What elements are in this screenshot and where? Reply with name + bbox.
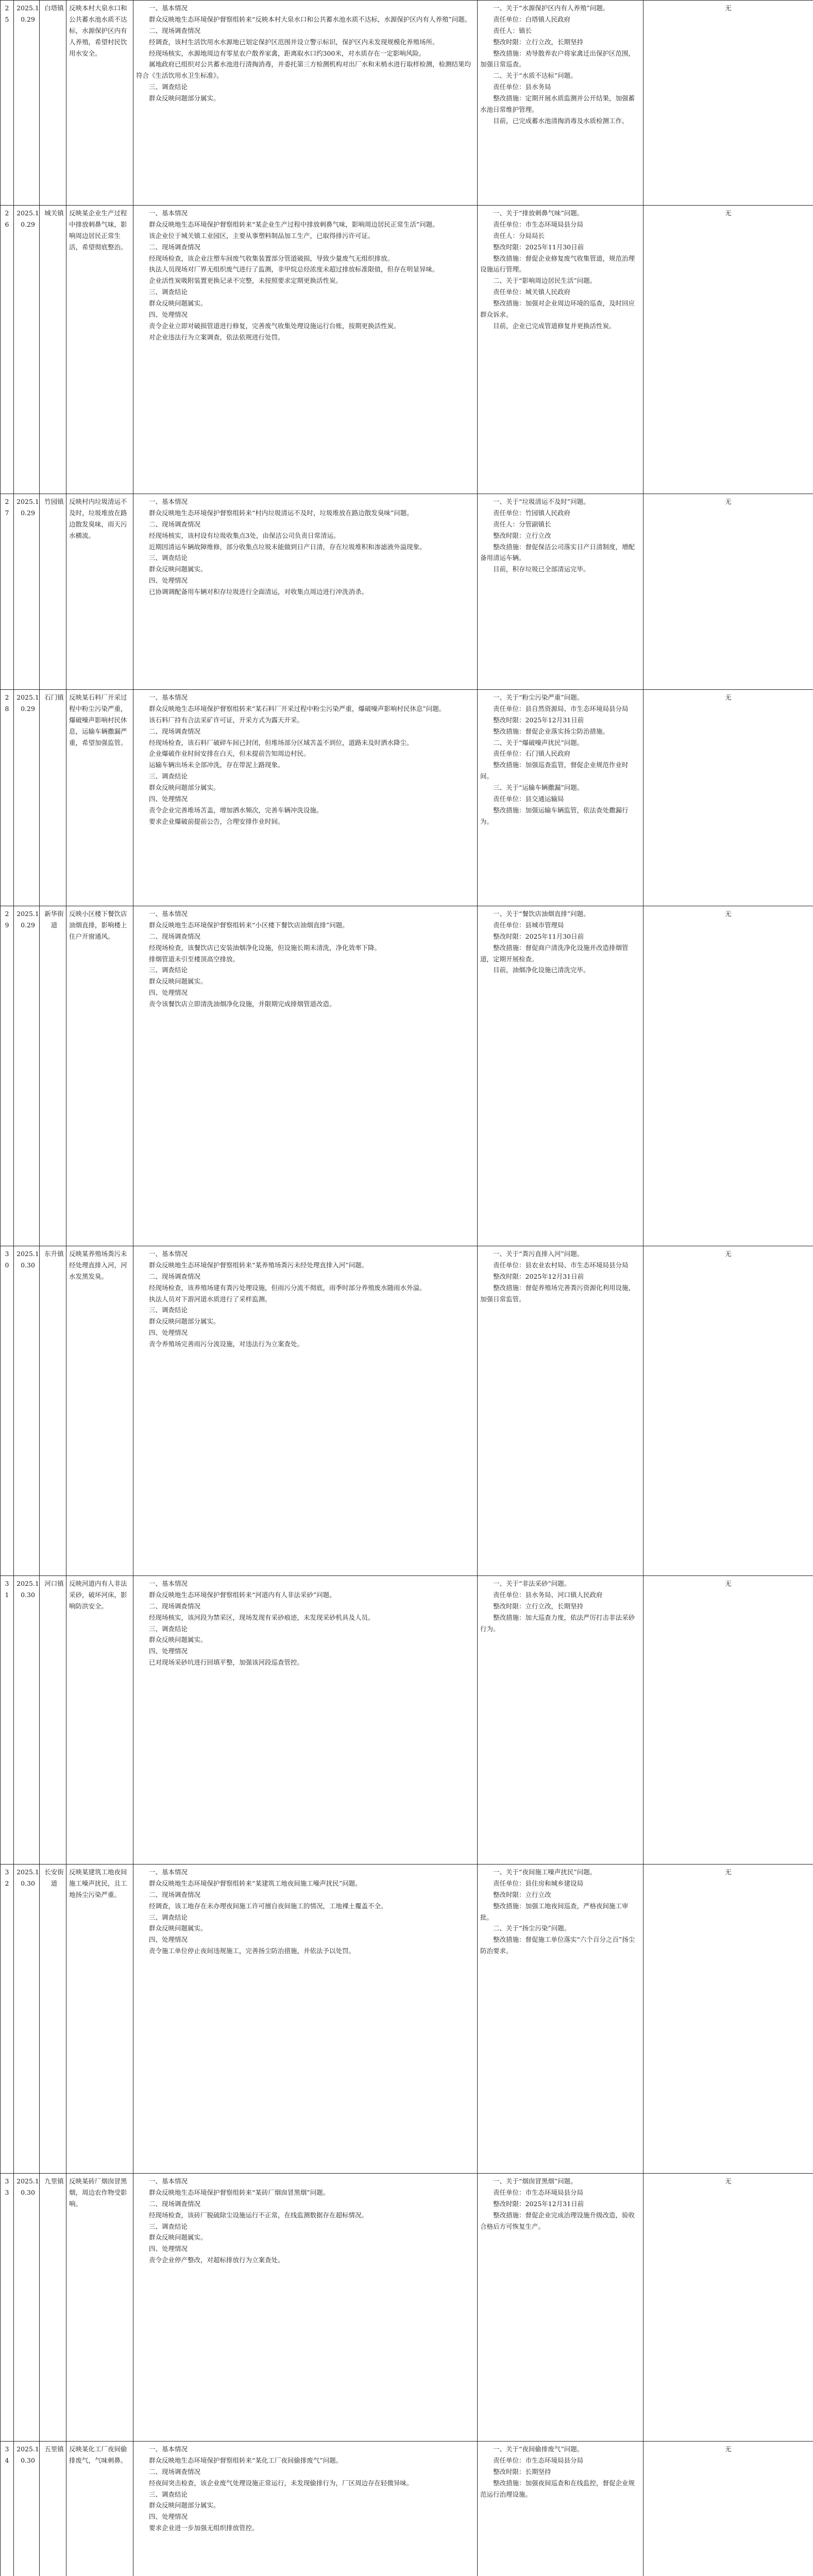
measures-line: 整改时限：立行立改，长期坚持 xyxy=(493,1602,584,1610)
row-issue xyxy=(66,2442,133,2576)
row-issue-text: 反映某石料厂开采过程中粉尘污染严重，爆破噪声影响村民休息，运输车辆撒漏严重，希望加强监管。 xyxy=(69,693,127,747)
measures-line: 整改时限：2025年12月31日前 xyxy=(493,716,584,724)
row-area-text: 东升镇 xyxy=(44,1250,64,1258)
findings-line: 群众反映地生态环境保护督察组转来“某企业生产过程中排放刺鼻气味，影响周边居民正常生活”问题。 xyxy=(149,220,439,228)
measures-line: 整改时限：2025年12月31日前 xyxy=(493,2199,584,2208)
ledger-body xyxy=(1,1,813,2576)
findings-line: 四、处理情况 xyxy=(149,794,188,803)
findings-line: 四、处理情况 xyxy=(149,989,188,997)
findings-list xyxy=(136,3,475,104)
row-issue xyxy=(66,1865,133,2174)
measures-list xyxy=(480,2444,640,2500)
findings-line: 三、调查结论 xyxy=(149,1624,188,1633)
findings-line: 三、调查结论 xyxy=(149,772,188,781)
findings-line: 一、基本情况 xyxy=(149,910,188,918)
measures-line: 一、关于“夜间施工噪声扰民”问题。 xyxy=(493,1868,597,1876)
ledger-row xyxy=(1,494,813,690)
findings-line: 群众反映地生态环境保护督察组转来“小区楼下餐饮店油烟直排”问题。 xyxy=(149,921,349,929)
row-status: 无 xyxy=(643,206,813,494)
ledger-row xyxy=(1,1576,813,1865)
row-issue xyxy=(66,494,133,690)
measures-line: 责任单位：石门镇人民政府 xyxy=(493,750,571,758)
findings-line: 三、调查结论 xyxy=(149,966,188,974)
measures-line: 整改措施：劝导散养农户将家禽迁出保护区范围，加强日常巡查。 xyxy=(480,49,635,69)
row-number: 28 xyxy=(1,690,14,906)
findings-line: 四、处理情况 xyxy=(149,1329,188,1337)
row-area-text: 长安街道 xyxy=(44,1868,64,1887)
findings-line: 三、调查结论 xyxy=(149,1306,188,1314)
findings-line: 群众反映问题部分属实。 xyxy=(149,2501,220,2510)
measures-line: 目前，油烟净化设施已清洗完毕。 xyxy=(493,966,590,974)
measures-list xyxy=(480,2176,640,2232)
findings-line: 已协调调配备用车辆对积存垃圾进行全面清运，对收集点周边进行冲洗消杀。 xyxy=(149,588,368,596)
row-area xyxy=(40,690,66,906)
row-date-text: 2025.10.29 xyxy=(16,4,39,23)
row-date-text: 2025.10.30 xyxy=(16,2445,39,2464)
ledger-row xyxy=(1,206,813,494)
row-number: 33 xyxy=(1,2174,14,2442)
findings-line: 近期因清运车辆故障维修，部分收集点垃圾未能做到日产日清，存在垃圾堆积和渗滤液外溢现象。 xyxy=(149,543,426,551)
row-status: 无 xyxy=(643,1865,813,2174)
row-measures xyxy=(478,1576,643,1865)
row-status: 无 xyxy=(643,1,813,206)
measures-line: 二、关于“影响周边居民生活”问题。 xyxy=(493,277,597,285)
row-measures xyxy=(478,1,643,206)
findings-list xyxy=(136,2176,475,2266)
findings-line: 二、现场调查情况 xyxy=(149,2199,201,2208)
measures-line: 整改措施：加强工地夜间巡查，严格夜间施工审批。 xyxy=(480,1902,629,1921)
row-area-text: 城关镇 xyxy=(44,209,64,217)
row-date xyxy=(14,2442,40,2576)
findings-line: 群众反映问题属实。 xyxy=(149,977,207,986)
measures-line: 责任单位：县交通运输局 xyxy=(493,794,564,803)
findings-line: 群众反映问题属实。 xyxy=(149,299,207,307)
measures-line: 整改时限：2025年11月30日前 xyxy=(493,243,584,251)
measures-line: 整改措施：督促企业落实扬尘防治措施。 xyxy=(493,727,609,735)
measures-line: 整改措施：加大巡查力度，依法严厉打击非法采砂行为。 xyxy=(480,1613,635,1633)
measures-line: 一、关于“粉尘污染严重”问题。 xyxy=(493,693,584,701)
findings-line: 经现场检查，该石料厂破碎车间已封闭，但堆场部分区域苫盖不到位，道路未及时洒水降尘。 xyxy=(149,738,413,747)
row-findings xyxy=(133,906,478,1246)
row-issue xyxy=(66,906,133,1246)
findings-list xyxy=(136,208,475,343)
row-issue xyxy=(66,690,133,906)
row-area xyxy=(40,494,66,690)
row-status: 无 xyxy=(643,906,813,1246)
row-status: 无 xyxy=(643,2174,813,2442)
row-date xyxy=(14,906,40,1246)
row-measures xyxy=(478,906,643,1246)
measures-list xyxy=(480,3,640,127)
measures-line: 整改时限：立行立改，长期坚持 xyxy=(493,38,584,46)
measures-list xyxy=(480,692,640,827)
row-date-text: 2025.10.29 xyxy=(16,498,39,517)
row-number: 29 xyxy=(1,906,14,1246)
measures-line: 整改措施：督促保洁公司落实日产日清制度，增配备用清运车辆。 xyxy=(480,543,635,562)
findings-line: 要求企业进一步加强无组织排放管控。 xyxy=(149,2524,259,2532)
findings-line: 二、现场调查情况 xyxy=(149,1602,201,1610)
findings-line: 一、基本情况 xyxy=(149,209,188,217)
row-findings xyxy=(133,1246,478,1576)
row-area xyxy=(40,1,66,206)
findings-line: 该石料厂持有合法采矿许可证，开采方式为露天开采。 xyxy=(149,716,304,724)
measures-list xyxy=(480,208,640,332)
measures-line: 整改时限：长期坚持 xyxy=(493,2467,551,2476)
findings-line: 经调查，该工地存在未办理夜间施工许可擅自夜间施工的情况，工地裸土覆盖不全。 xyxy=(149,1902,387,1910)
findings-list xyxy=(136,908,475,1010)
findings-list xyxy=(136,1248,475,1350)
findings-line: 一、基本情况 xyxy=(149,1250,188,1258)
measures-line: 责任单位：县城市管理局 xyxy=(493,921,564,929)
ledger-row xyxy=(1,2174,813,2442)
measures-line: 整改时限：2025年12月31日前 xyxy=(493,1272,584,1280)
row-status: 无 xyxy=(643,1246,813,1576)
findings-line: 一、基本情况 xyxy=(149,1580,188,1587)
findings-line: 一、基本情况 xyxy=(149,693,188,701)
findings-line: 群众反映地生态环境保护督察组转来“反映本村大泉水口和公共蓄水池水质不达标，水源保护区内有人养殖”问题。 xyxy=(149,15,471,23)
findings-line: 企业活性炭吸附装置更换记录不完整，未按照要求定期更换活性炭。 xyxy=(149,277,343,285)
findings-line: 群众反映地生态环境保护督察组转来“村内垃圾清运不及时，垃圾堆放在路边散发臭味”问题。 xyxy=(149,509,413,517)
measures-line: 责任单位：县农业农村局、市生态环境局县分局 xyxy=(493,1261,629,1269)
findings-list xyxy=(136,1867,475,1957)
measures-line: 目前，企业已完成管道修复并更换活性炭。 xyxy=(493,321,616,330)
findings-line: 一、基本情况 xyxy=(149,2177,188,2185)
findings-line: 该企业位于城关镇工业园区，主要从事塑料制品加工生产，已取得排污许可证。 xyxy=(149,231,375,240)
row-status: 无 xyxy=(643,690,813,906)
findings-line: 群众反映地生态环境保护督察组转来“某砖厂烟囱冒黑烟”问题。 xyxy=(149,2188,330,2196)
findings-line: 二、现场调查情况 xyxy=(149,727,201,735)
findings-line: 二、现场调查情况 xyxy=(149,2467,201,2476)
row-area-text: 河口镇 xyxy=(44,1580,64,1587)
measures-line: 责任单位：县水务局 xyxy=(493,83,551,91)
measures-line: 一、关于“垃圾清运不及时”问题。 xyxy=(493,498,590,505)
findings-line: 经调查，该村生活饮用水水源地已划定保护区范围并设立警示标识，保护区内未发现规模化养殖场所。 xyxy=(149,38,439,46)
row-date xyxy=(14,690,40,906)
ledger-row xyxy=(1,1,813,206)
row-area-text: 石门镇 xyxy=(44,693,64,701)
measures-line: 责任人：分管副镇长 xyxy=(493,520,551,528)
ledger-row xyxy=(1,1865,813,2174)
measures-list xyxy=(480,908,640,976)
findings-line: 群众反映地生态环境保护督察组转来“某石料厂开采过程中粉尘污染严重，爆破噪声影响村民休息”问题。 xyxy=(149,704,446,713)
findings-line: 属地政府已组织对公共蓄水池进行清掏消毒，并委托第三方检测机构对出厂水和末梢水进行取样检测，检测结果均符合《生活饮用水卫生标准》。 xyxy=(136,60,471,80)
findings-line: 一、基本情况 xyxy=(149,498,188,505)
findings-line: 经现场核实，水源地周边有零星农户散养家禽，距离取水口约300米，对水质存在一定影响风险。 xyxy=(149,49,426,57)
row-area xyxy=(40,2174,66,2442)
row-area-text: 五里镇 xyxy=(44,2445,64,2453)
row-date xyxy=(14,1,40,206)
row-area-text: 九里镇 xyxy=(44,2177,64,2185)
row-issue-text: 反映某砖厂烟囱冒黑烟，周边农作物受影响。 xyxy=(69,2177,127,2208)
row-measures xyxy=(478,1246,643,1576)
measures-line: 整改时限：立行立改 xyxy=(493,1890,551,1899)
row-date xyxy=(14,1576,40,1865)
measures-list xyxy=(480,1248,640,1304)
row-findings xyxy=(133,494,478,690)
findings-line: 四、处理情况 xyxy=(149,1936,188,1944)
measures-line: 整改措施：加强夜间巡查和在线监控，督促企业规范运行治理设施。 xyxy=(480,2479,635,2498)
row-findings xyxy=(133,2174,478,2442)
row-number: 31 xyxy=(1,1576,14,1865)
ledger-row xyxy=(1,906,813,1246)
findings-line: 群众反映问题部分属实。 xyxy=(149,784,220,791)
row-findings xyxy=(133,1,478,206)
measures-line: 责任单位：市生态环境局县分局 xyxy=(493,2456,584,2464)
findings-line: 群众反映地生态环境保护督察组转来“某建筑工地夜间施工噪声扰民”问题。 xyxy=(149,1879,362,1887)
measures-line: 二、关于“水质不达标”问题。 xyxy=(493,72,577,80)
row-findings xyxy=(133,1576,478,1865)
row-date xyxy=(14,1246,40,1576)
measures-line: 整改措施：督促企业完成治理设施升级改造，验收合格后方可恢复生产。 xyxy=(480,2211,635,2230)
measures-line: 责任单位：市生态环境局县分局 xyxy=(493,2188,584,2196)
findings-line: 经现场检查，该餐饮店已安装油烟净化设施，但设施长期未清洗，净化效率下降。 xyxy=(149,943,381,952)
row-area-text: 新华街道 xyxy=(44,910,64,929)
row-area xyxy=(40,906,66,1246)
findings-line: 经现场检查，该砖厂脱硫除尘设施运行不正常，在线监测数据存在超标情况。 xyxy=(149,2211,368,2219)
measures-line: 整改措施：定期开展水质监测并公开结果，加强蓄水池日常维护管理。 xyxy=(480,94,635,113)
measures-list xyxy=(480,496,640,575)
row-issue xyxy=(66,2174,133,2442)
findings-list xyxy=(136,2444,475,2534)
measures-line: 责任人：分局局长 xyxy=(493,231,545,240)
measures-line: 整改措施：督促企业修复废气收集管道，规范治理设施运行管理。 xyxy=(480,254,635,274)
findings-line: 群众反映问题属实。 xyxy=(149,565,207,573)
findings-line: 群众反映问题属实。 xyxy=(149,2233,207,2242)
measures-line: 责任单位：市生态环境局县分局 xyxy=(493,220,584,228)
measures-line: 整改措施：督促施工单位落实“六个百分之百”扬尘防治要求。 xyxy=(480,1936,635,1955)
row-measures xyxy=(478,206,643,494)
row-status: 无 xyxy=(643,1576,813,1865)
row-issue-text: 反映某养殖场粪污未经处理直排入河，河水发黑发臭。 xyxy=(69,1250,127,1280)
measures-line: 责任单位：县水务局、河口镇人民政府 xyxy=(493,1590,603,1599)
findings-line: 二、现场调查情况 xyxy=(149,1272,201,1280)
row-issue-text: 反映某企业生产过程中排放刺鼻气味，影响周边居民正常生活，希望彻底整治。 xyxy=(69,209,127,251)
measures-line: 责任单位：县自然资源局、市生态环境局县分局 xyxy=(493,704,629,713)
measures-line: 整改措施：督促养殖场完善粪污资源化利用设施，加强日常监管。 xyxy=(480,1283,635,1303)
findings-line: 要求企业爆破前提前公告，合理安排作业时间。 xyxy=(149,817,284,825)
row-number: 26 xyxy=(1,206,14,494)
findings-line: 执法人员现场对厂界无组织废气进行了监测，非甲烷总烃浓度未超过排放标准限值，但存在明显异味。 xyxy=(149,265,439,274)
measures-line: 目前，已完成蓄水池清掏消毒及水质检测工作。 xyxy=(493,116,629,125)
findings-line: 经夜间突击检查，该企业废气处理设施正常运行，未发现偷排行为，厂区周边存在轻微异味。 xyxy=(149,2479,413,2487)
findings-line: 责令企业立即对破损管道进行修复，完善废气收集处理设施运行台账，按期更换活性炭。 xyxy=(149,321,400,330)
row-area-text: 白塔镇 xyxy=(44,4,64,12)
row-issue xyxy=(66,206,133,494)
findings-line: 一、基本情况 xyxy=(149,4,188,12)
measures-line: 责任单位：竹园镇人民政府 xyxy=(493,509,571,517)
row-area xyxy=(40,2442,66,2576)
row-date xyxy=(14,494,40,690)
measures-line: 整改时限：立行立改 xyxy=(493,531,551,539)
findings-line: 责令养殖场完善雨污分流设施，对违法行为立案查处。 xyxy=(149,1340,304,1348)
row-date-text: 2025.10.30 xyxy=(16,1868,39,1887)
row-date-text: 2025.10.30 xyxy=(16,1250,39,1269)
measures-line: 责任单位：县住房和城乡建设局 xyxy=(493,1879,584,1887)
findings-line: 四、处理情况 xyxy=(149,1647,188,1655)
row-date-text: 2025.10.29 xyxy=(16,910,39,929)
findings-line: 三、调查结论 xyxy=(149,2490,188,2498)
row-findings xyxy=(133,206,478,494)
findings-line: 运输车辆出场未全部冲洗，存在带泥上路现象。 xyxy=(149,761,284,769)
findings-line: 三、调查结论 xyxy=(149,554,188,562)
findings-line: 一、基本情况 xyxy=(149,1868,188,1876)
findings-list xyxy=(136,692,475,827)
findings-line: 四、处理情况 xyxy=(149,2245,188,2253)
row-issue-text: 反映本村大泉水口和公共蓄水池水质不达标，水源保护区内有人养殖，希望村民饮用水安全。 xyxy=(69,4,127,57)
findings-line: 二、现场调查情况 xyxy=(149,932,201,940)
row-measures xyxy=(478,1865,643,2174)
row-measures xyxy=(478,2442,643,2576)
measures-line: 责任单位：白塔镇人民政府 xyxy=(493,15,571,23)
measures-list xyxy=(480,1578,640,1634)
row-number: 34 xyxy=(1,2442,14,2576)
row-number: 25 xyxy=(1,1,14,206)
row-findings xyxy=(133,690,478,906)
findings-line: 责令企业完善堆场苫盖，增加洒水频次，完善车辆冲洗设施。 xyxy=(149,806,323,814)
findings-line: 对企业违法行为立案调查，依法依规进行处罚。 xyxy=(149,333,284,341)
findings-line: 责令施工单位停止夜间违规施工，完善扬尘防治措施，并依法予以处罚。 xyxy=(149,1947,355,1955)
row-date xyxy=(14,1865,40,2174)
measures-line: 责任人：镇长 xyxy=(493,26,532,35)
row-findings xyxy=(133,1865,478,2174)
measures-line: 二、关于“爆破噪声扰民”问题。 xyxy=(493,738,584,747)
measures-line: 一、关于“排放刺鼻气味”问题。 xyxy=(493,209,584,217)
measures-line: 二、关于“扬尘污染”问题。 xyxy=(493,1924,571,1933)
row-date-text: 2025.10.30 xyxy=(16,2177,39,2196)
findings-line: 二、现场调查情况 xyxy=(149,1890,201,1899)
row-findings xyxy=(133,2442,478,2576)
findings-line: 二、现场调查情况 xyxy=(149,26,201,35)
row-area xyxy=(40,1576,66,1865)
row-date-text: 2025.10.29 xyxy=(16,209,39,228)
row-area-text: 竹园镇 xyxy=(44,498,64,505)
row-issue-text: 反映小区楼下餐饮店油烟直排，影响楼上住户开窗通风。 xyxy=(69,910,127,940)
findings-line: 经现场检查，该企业注塑车间废气收集装置部分管道破损，导致少量废气无组织排放。 xyxy=(149,254,394,262)
row-issue-text: 反映村内垃圾清运不及时，垃圾堆放在路边散发臭味，雨天污水横流。 xyxy=(69,498,127,539)
findings-line: 经现场检查，该养殖场建有粪污处理设施，但雨污分流不彻底，雨季时部分养殖废水随雨水外溢。 xyxy=(149,1283,426,1292)
row-number: 27 xyxy=(1,494,14,690)
measures-line: 一、关于“非法采砂”问题。 xyxy=(493,1580,571,1587)
row-measures xyxy=(478,494,643,690)
measures-line: 一、关于“烟囱冒黑烟”问题。 xyxy=(493,2177,577,2185)
findings-line: 群众反映问题属实。 xyxy=(149,1924,207,1933)
findings-list xyxy=(136,496,475,598)
findings-line: 四、处理情况 xyxy=(149,310,188,318)
ledger-row xyxy=(1,2442,813,2576)
findings-line: 三、调查结论 xyxy=(149,83,188,91)
measures-line: 一、关于“水源保护区内有人养殖”问题。 xyxy=(493,4,609,12)
ledger-row xyxy=(1,1246,813,1576)
findings-line: 企业爆破作业时间安排在白天，但未提前告知周边村民。 xyxy=(149,750,310,758)
findings-line: 已对现场采砂坑进行回填平整，加强该河段巡查管控。 xyxy=(149,1658,304,1667)
row-date-text: 2025.10.30 xyxy=(16,1580,39,1599)
row-measures xyxy=(478,690,643,906)
measures-list xyxy=(480,1867,640,1957)
row-number: 30 xyxy=(1,1246,14,1576)
measures-line: 整改措施：加强运输车辆监管，依法查处撒漏行为。 xyxy=(480,806,629,825)
row-issue xyxy=(66,1576,133,1865)
measures-line: 一、关于“夜间偷排废气”问题。 xyxy=(493,2445,584,2453)
findings-line: 二、现场调查情况 xyxy=(149,243,201,251)
measures-line: 一、关于“餐饮店油烟直排”问题。 xyxy=(493,910,590,918)
findings-line: 三、调查结论 xyxy=(149,1913,188,1921)
measures-line: 整改措施：加强对企业周边环境的巡查，及时回应群众诉求。 xyxy=(480,299,635,318)
ledger-row xyxy=(1,690,813,906)
row-area xyxy=(40,206,66,494)
measures-line: 一、关于“粪污直排入河”问题。 xyxy=(493,1250,584,1258)
findings-line: 经现场核实，该村设有垃圾收集点3处，由保洁公司负责日常清运。 xyxy=(149,531,340,539)
findings-list xyxy=(136,1578,475,1668)
row-date-text: 2025.10.29 xyxy=(16,693,39,713)
findings-line: 责令该餐饮店立即清洗油烟净化设施，并限期完成排烟管道改造。 xyxy=(149,1000,336,1008)
findings-line: 三、调查结论 xyxy=(149,288,188,296)
findings-line: 群众反映地生态环境保护督察组转来“某养殖场粪污未经处理直排入河”问题。 xyxy=(149,1261,368,1269)
findings-line: 群众反映问题部分属实。 xyxy=(149,94,220,102)
findings-line: 群众反映问题属实。 xyxy=(149,1636,207,1644)
row-number: 32 xyxy=(1,1865,14,2174)
measures-line: 目前，积存垃圾已全部清运完毕。 xyxy=(493,565,590,573)
row-issue-text: 反映某建筑工地夜间施工噪声扰民，且工地扬尘污染严重。 xyxy=(69,1868,127,1899)
measures-line: 整改措施：加强巡查监管，督促企业规范作业时间。 xyxy=(480,761,629,781)
findings-line: 群众反映问题部分属实。 xyxy=(149,1317,220,1326)
row-status: 无 xyxy=(643,494,813,690)
measures-line: 整改时限：2025年11月30日前 xyxy=(493,932,584,940)
row-area xyxy=(40,1865,66,2174)
findings-line: 二、现场调查情况 xyxy=(149,520,201,528)
findings-line: 群众反映地生态环境保护督察组转来“河道内有人非法采砂”问题。 xyxy=(149,1590,336,1599)
findings-line: 责令企业停产整改，对超标排放行为立案查处。 xyxy=(149,2256,284,2264)
findings-line: 排烟管道未引至楼顶高空排放。 xyxy=(149,955,240,963)
findings-line: 经现场核实，该河段为禁采区，现场发现有采砂痕迹，未发现采砂机具及人员。 xyxy=(149,1613,375,1621)
row-issue xyxy=(66,1246,133,1576)
measures-line: 整改措施：督促商户清洗净化设施并改造排烟管道，定期开展检查。 xyxy=(480,943,629,963)
row-issue xyxy=(66,1,133,206)
row-issue-text: 反映某化工厂夜间偷排废气，气味刺鼻。 xyxy=(69,2445,127,2464)
row-area xyxy=(40,1246,66,1576)
findings-line: 四、处理情况 xyxy=(149,577,188,585)
findings-line: 三、调查结论 xyxy=(149,2222,188,2230)
measures-line: 三、关于“运输车辆撒漏”问题。 xyxy=(493,784,584,791)
row-measures xyxy=(478,2174,643,2442)
findings-line: 四、处理情况 xyxy=(149,2513,188,2521)
measures-line: 责任单位：城关镇人民政府 xyxy=(493,288,571,296)
findings-line: 执法人员对下游河道水质进行了采样监测。 xyxy=(149,1295,272,1303)
findings-line: 群众反映地生态环境保护督察组转来“某化工厂夜间偷排废气”问题。 xyxy=(149,2456,343,2464)
row-date xyxy=(14,206,40,494)
row-date xyxy=(14,2174,40,2442)
row-status: 无 xyxy=(643,2442,813,2576)
findings-line: 一、基本情况 xyxy=(149,2445,188,2453)
row-issue-text: 反映河道内有人非法采砂，破坏河床，影响防洪安全。 xyxy=(69,1580,127,1610)
